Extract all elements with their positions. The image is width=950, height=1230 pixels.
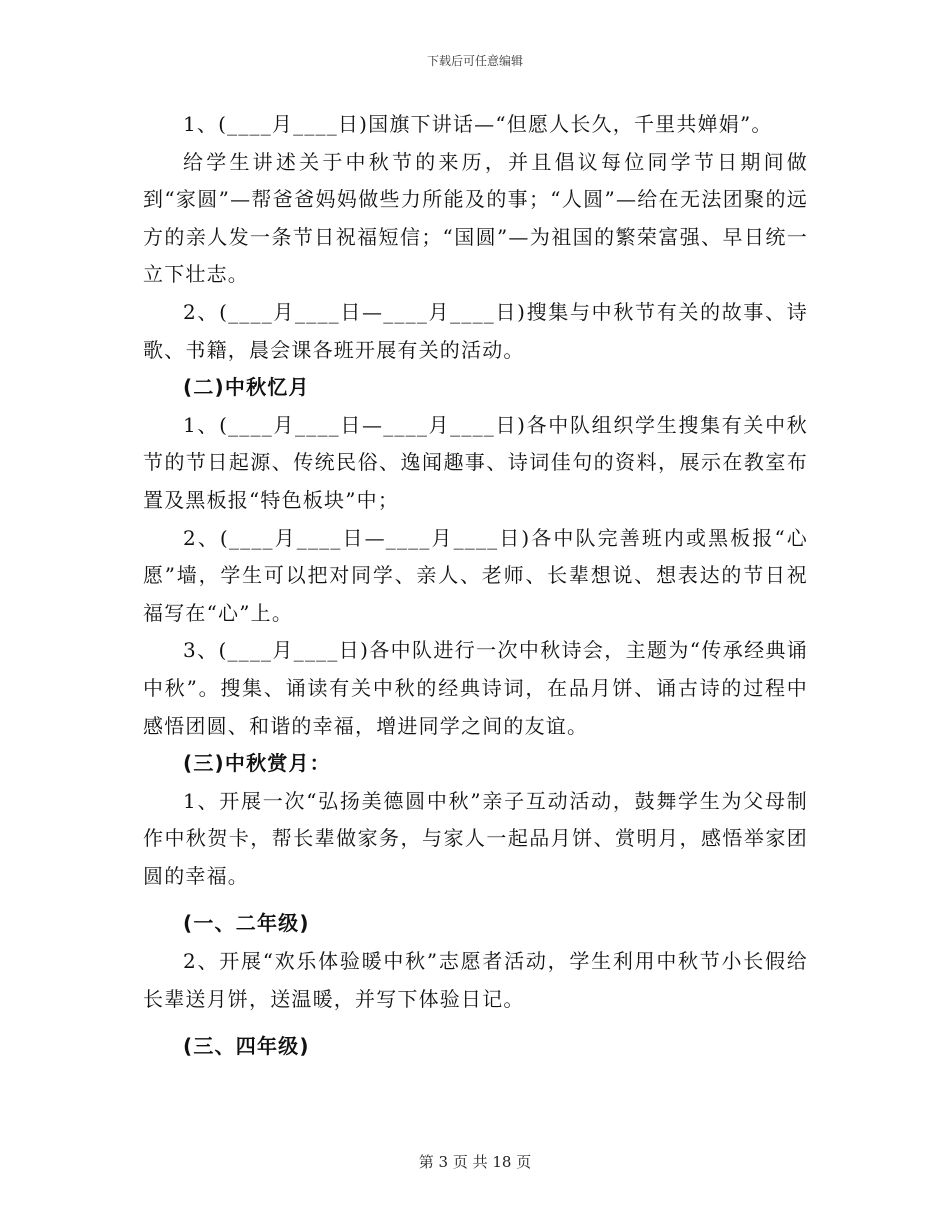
paragraph: 2、开展“欢乐体验暖中秋”志愿者活动，学生利用中秋节小长假给长辈送月饼，送温暖，并写下体验日记。: [143, 949, 808, 1011]
document-body: [143, 106, 808, 1066]
section-heading: (三)中秋赏月：: [183, 751, 331, 776]
section-heading: (三、四年级): [183, 1034, 310, 1059]
section-heading: (二)中秋忆月: [183, 375, 310, 400]
paragraph: 2、(____月____日—____月____日)各中队完善班内或黑板报“心愿”墙，学生可以把对同学、亲人、老师、长辈想说、想表达的节日祝福写在“心”上。: [143, 525, 808, 625]
page-footer: 第 3 页 共 18 页: [418, 1153, 532, 1171]
paragraph: 3、(____月____日)各中队进行一次中秋诗会，主题为“传承经典诵中秋”。搜集、诵读有关中秋的经典诗词，在品月饼、诵古诗的过程中感悟团圆、和谐的幸福，增进同学之间的友谊。: [143, 638, 808, 738]
paragraph: 2、(____月____日—____月____日)搜集与中秋节有关的故事、诗歌、书籍，晨会课各班开展有关的活动。: [143, 299, 808, 362]
paragraph: 给学生讲述关于中秋节的来历，并且倡议每位同学节日期间做到“家圆”—帮爸爸妈妈做些力所能及的事；“人圆”—给在无法团聚的远方的亲人发一条节日祝福短信；“国圆”—为祖国的繁荣富强、早日统一立下壮志。: [143, 149, 808, 287]
section-heading: (一、二年级): [183, 911, 310, 936]
paragraph: 1、(____月____日—____月____日)各中队组织学生搜集有关中秋节的节日起源、传统民俗、逸闻趣事、诗词佳句的资料，展示在教室布置及黑板报“特色板块”中；: [143, 412, 808, 512]
paragraph: 1、开展一次“弘扬美德圆中秋”亲子互动活动，鼓舞学生为父母制作中秋贺卡，帮长辈做家务，与家人一起品月饼、赏明月，感悟举家团圆的幸福。: [143, 788, 808, 888]
paragraph: 1、(____月____日)国旗下讲话—“但愿人长久，千里共婵娟”。: [183, 112, 773, 136]
page-header: 下载后可任意编辑: [426, 54, 523, 68]
